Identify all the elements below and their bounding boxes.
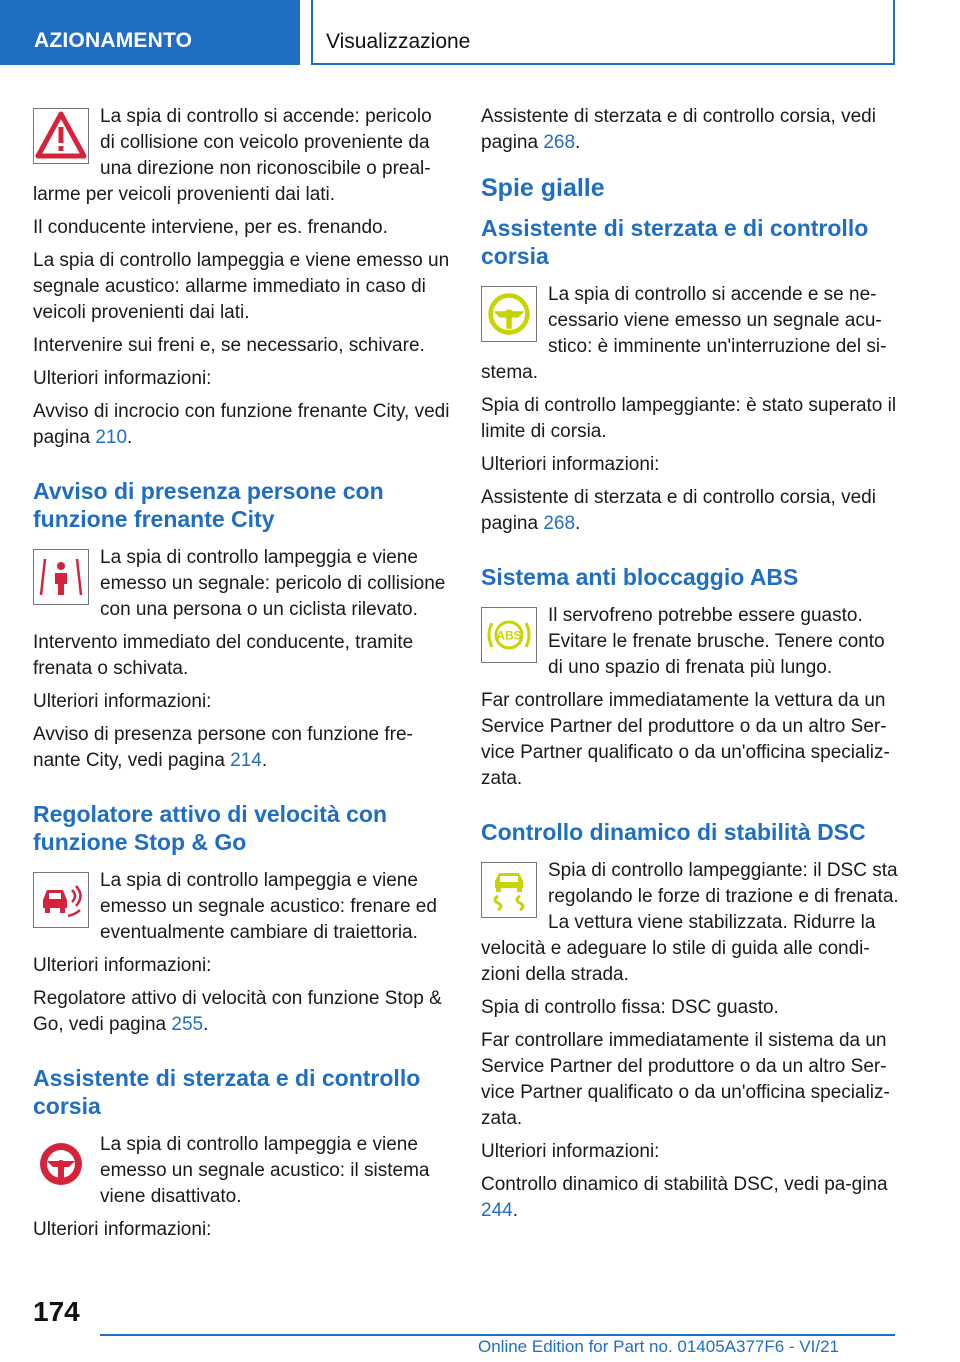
steering-wheel-yellow-icon: [481, 286, 537, 342]
edition-footer: Online Edition for Part no. 01405A377F6 - VI/21: [478, 1337, 840, 1356]
dsc-text: Spia di controllo lampeggiante: il DSC sta regolando le forze di trazione e di frenata. La vettura viene stabilizzata. Ridurre la velocità e adeguare lo stile di guida alle condi-zioni della strada.: [481, 860, 899, 985]
abs-text: Il servofreno potrebbe essere guasto. Evitare le frenate brusche. Tenere conto di uno spazio di frenata più lungo.: [548, 605, 885, 678]
steer-yellow-p1: Spia di controllo lampeggiante: è stato superato il limite di corsia.: [481, 395, 897, 442]
warning-triangle-icon: [33, 108, 89, 164]
page-link[interactable]: 268: [543, 132, 576, 153]
collision-warning-entry: [33, 104, 451, 215]
steer-red-heading: Assistente di sterzata e di controllo corsia: [33, 1065, 421, 1119]
collision-p3: Intervenire sui freni e, se necessario, schivare.: [33, 335, 425, 356]
abs-heading: Sistema anti bloccaggio ABS: [481, 564, 799, 590]
steering-wheel-red-icon: [33, 1136, 89, 1192]
steer-yellow-more: Ulteriori informazioni:: [481, 454, 660, 475]
dsc-ref: Controllo dinamico di stabilità DSC, vedi pa-gina 244.: [481, 1174, 888, 1221]
front-collision-car-icon: [33, 872, 89, 928]
steer-yellow-heading: Assistente di sterzata e di controllo corsia: [481, 215, 869, 269]
steer-yellow-entry: [481, 282, 899, 393]
abs-entry: [481, 603, 899, 688]
dsc-heading: Controllo dinamico di stabilità DSC: [481, 819, 866, 845]
persons-heading: Avviso di presenza persone con funzione frenante City: [33, 478, 384, 532]
persons-text: La spia di controllo lampeggia e viene emesso un segnale: pericolo di collisione con una persona o un ciclista rilevato.: [100, 547, 446, 620]
dsc-more: Ulteriori informazioni:: [481, 1141, 660, 1162]
dsc-entry: [481, 858, 899, 995]
acc-entry: [33, 868, 451, 953]
steer-yellow-text: La spia di controllo si accende e se ne-cessario viene emesso un segnale acu-stico: è imminente un'interruzione del si-stema.: [481, 284, 887, 383]
svg-text:ABS: ABS: [496, 628, 522, 643]
persons-entry: [33, 545, 451, 630]
pedestrian-warning-icon: [33, 549, 89, 605]
steer-red-more: Ulteriori informazioni:: [33, 1219, 212, 1240]
right-column: [481, 104, 899, 1231]
abs-p1: Far controllare immediatamente la vettura da un Service Partner del produttore o da un altro Ser-vice Partner qualificato o da un'officina specializ-zata.: [481, 690, 890, 789]
persons-p1: Intervento immediato del conducente, tramite frenata o schivata.: [33, 632, 414, 679]
acc-ref: Regolatore attivo di velocità con funzione Stop & Go, vedi pagina 255.: [33, 988, 442, 1035]
yellow-lights-heading: Spie gialle: [481, 174, 605, 202]
section-title: Visualizzazione: [311, 0, 895, 65]
collision-ref: Avviso di incrocio con funzione frenante City, vedi pagina 210.: [33, 401, 450, 448]
page-link[interactable]: 214: [230, 750, 262, 771]
collision-p1: Il conducente interviene, per es. frenando.: [33, 217, 388, 238]
persons-more: Ulteriori informazioni:: [33, 691, 212, 712]
page-number: 174: [33, 1296, 80, 1327]
dsc-p2: Far controllare immediatamente il sistema da un Service Partner del produttore o da un altro Ser-vice Partner qualificato o da un'officina specializ-zata.: [481, 1030, 890, 1129]
abs-icon: [481, 607, 537, 663]
collision-more: Ulteriori informazioni:: [33, 368, 212, 389]
left-column: [33, 104, 451, 1250]
section-tab: AZIONAMENTO: [0, 0, 300, 65]
persons-ref: Avviso di presenza persone con funzione fre-nante City, vedi pagina 214.: [33, 724, 413, 771]
dsc-p1: Spia di controllo fissa: DSC guasto.: [481, 997, 779, 1018]
page-link[interactable]: 268: [543, 513, 576, 534]
acc-heading: Regolatore attivo di velocità con funzione Stop & Go: [33, 801, 388, 855]
steer-red-entry: [33, 1132, 451, 1217]
steer-red-ref: Assistente di sterzata e di controllo corsia, vedi pagina 268.: [481, 106, 876, 153]
page-link[interactable]: 210: [95, 427, 128, 448]
page-link[interactable]: 255: [171, 1014, 204, 1035]
collision-text: La spia di controllo si accende: pericolo di collisione con veicolo proveniente da una direzione non riconoscibile o preal-larme per veicoli provenienti dai lati.: [33, 106, 432, 205]
dsc-skid-icon: [481, 862, 537, 918]
page-link[interactable]: 244: [481, 1200, 513, 1221]
steer-red-text: La spia di controllo lampeggia e viene emesso un segnale acustico: il sistema viene disattivato.: [100, 1134, 430, 1207]
steer-yellow-ref: Assistente di sterzata e di controllo corsia, vedi pagina 268.: [481, 487, 876, 534]
collision-p2: La spia di controllo lampeggia e viene emesso un segnale acustico: allarme immediato in caso di veicoli provenienti dai lati.: [33, 250, 450, 323]
footer-divider: [100, 1334, 895, 1336]
acc-text: La spia di controllo lampeggia e viene emesso un segnale acustico: frenare ed eventualmente cambiare di traiettoria.: [100, 870, 437, 943]
acc-more: Ulteriori informazioni:: [33, 955, 212, 976]
